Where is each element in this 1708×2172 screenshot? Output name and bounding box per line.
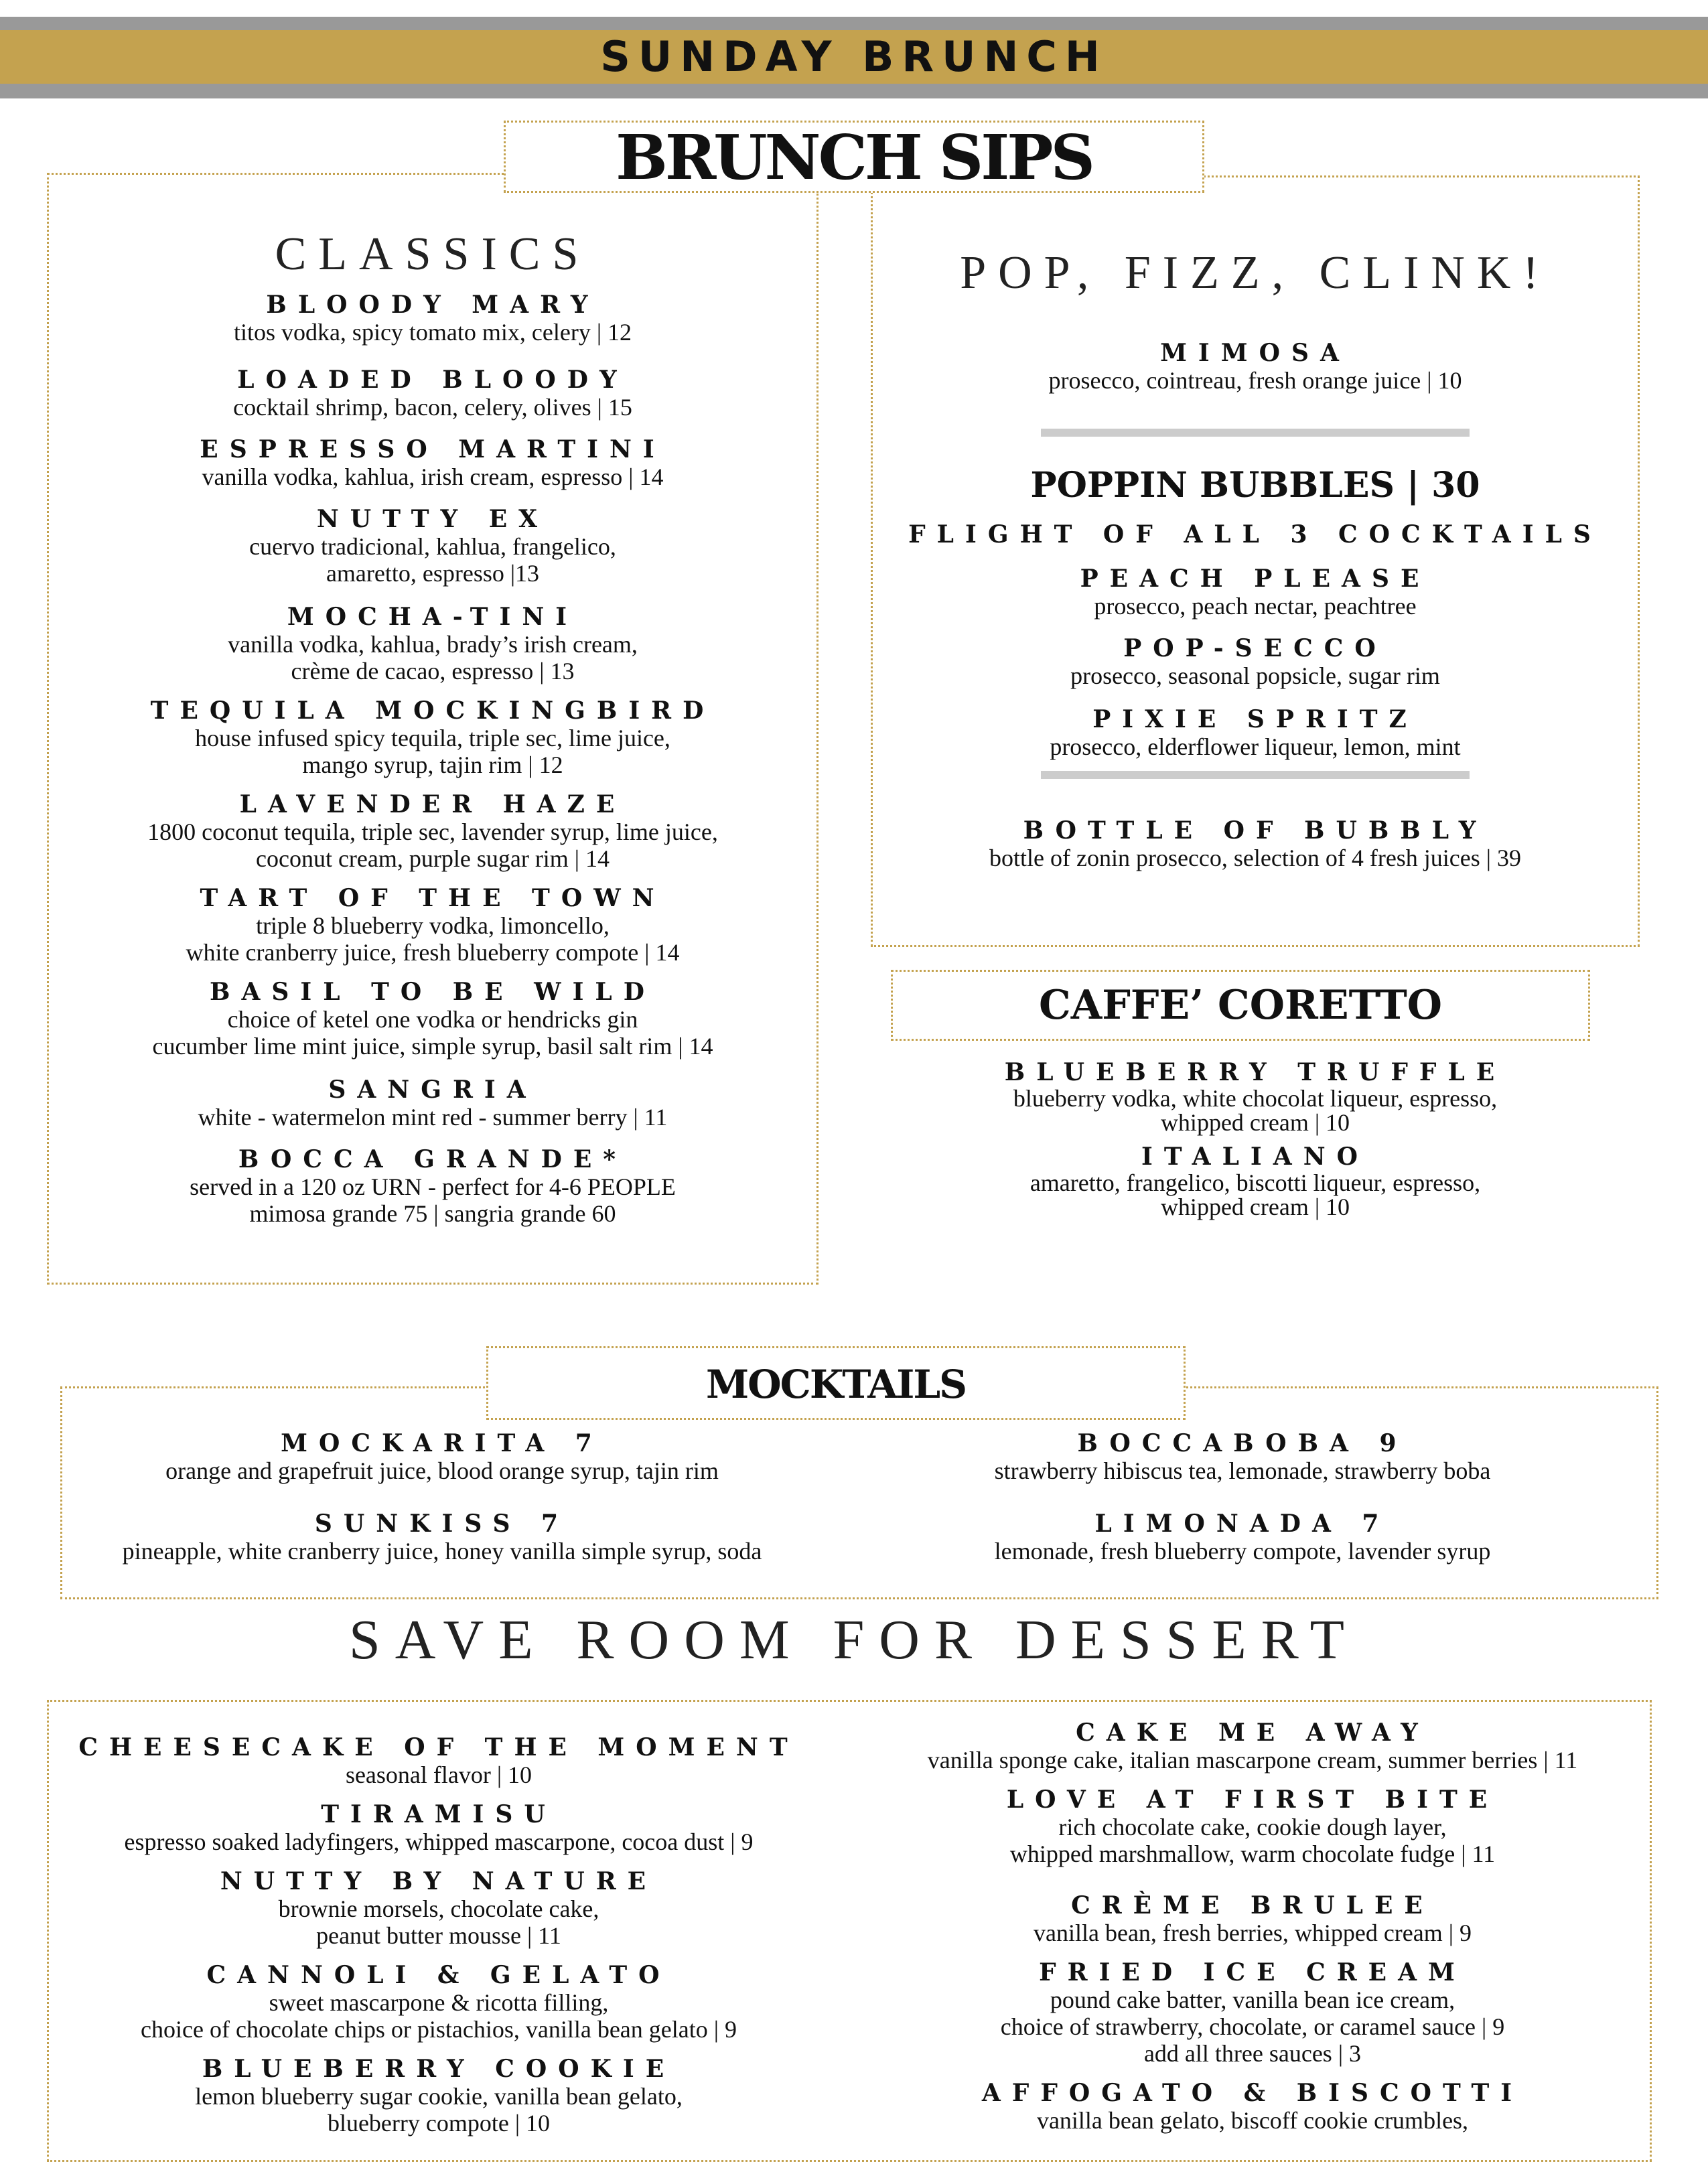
- item-desc: pineapple, white cranberry juice, honey vanilla simple syrup, soda: [122, 1538, 762, 1565]
- mocktails-right: [871, 1429, 1614, 1565]
- item-desc: titos vodka, spicy tomato mix, celery | 12: [233, 319, 632, 346]
- item-desc: vanilla sponge cake, italian mascarpone cream, summer berries | 11: [927, 1747, 1578, 1773]
- poppin-bubbles-title: POPPIN BUBBLES | 30: [1030, 465, 1480, 506]
- classics-section: [60, 228, 805, 1227]
- item-desc: bottle of zonin prosecco, selection of 4 fresh juices | 39: [989, 845, 1521, 871]
- menu-item: [60, 790, 805, 872]
- item-desc: prosecco, elderflower liqueur, lemon, mint: [1050, 733, 1461, 760]
- item-desc: prosecco, cointreau, fresh orange juice | 10: [1048, 367, 1462, 394]
- item-name: BOCCABOBA 9: [1077, 1429, 1408, 1457]
- item-name: LOADED BLOODY: [237, 366, 628, 394]
- item-desc: served in a 120 oz URN - perfect for 4-6 PEOPLE mimosa grande 75 | sangria grande 60: [190, 1173, 676, 1227]
- menu-item: [60, 1145, 805, 1227]
- item-desc: vanilla vodka, kahlua, irish cream, espresso | 14: [202, 463, 664, 490]
- pop-fizz-heading: POP, FIZZ, CLINK!: [960, 247, 1551, 299]
- item-name: NUTTY BY NATURE: [220, 1867, 658, 1895]
- brunch-sips-title: BRUNCH SIPS: [504, 121, 1204, 193]
- menu-item: [60, 435, 805, 490]
- item-desc: choice of ketel one vodka or hendricks gin cucumber lime mint juice, simple syrup, basil salt rim | 14: [152, 1006, 713, 1060]
- item-name: CANNOLI & GELATO: [206, 1961, 671, 1989]
- item-desc: rich chocolate cake, cookie dough layer, whipped marshmallow, warm chocolate fudge | 11: [1009, 1814, 1496, 1867]
- item-desc: house infused spicy tequila, triple sec, lime juice, mango syrup, tajin rim | 12: [195, 725, 670, 778]
- item-desc: triple 8 blueberry vodka, limoncello, white cranberry juice, fresh blueberry compote | 14: [186, 912, 680, 966]
- divider: [1041, 771, 1470, 779]
- menu-item: [60, 697, 805, 778]
- page-title: SUNDAY BRUNCH: [600, 32, 1108, 81]
- item-name: BLUEBERRY TRUFFLE: [1004, 1058, 1506, 1086]
- dessert-right: [871, 1719, 1634, 2134]
- item-name: LAVENDER HAZE: [239, 790, 626, 818]
- item-name: BLOODY MARY: [266, 291, 599, 319]
- item-desc: orange and grapefruit juice, blood orange syrup, tajin rim: [165, 1457, 719, 1484]
- item-desc: cuervo tradicional, kahlua, frangelico, amaretto, espresso |13: [249, 533, 616, 587]
- menu-item: [60, 884, 805, 966]
- item-name: MIMOSA: [1160, 339, 1350, 367]
- item-desc: vanilla bean gelato, biscoff cookie crumbles,: [1036, 2107, 1469, 2134]
- banner-top-stripe: [0, 17, 1708, 30]
- menu-item: [60, 505, 805, 587]
- item-name: LIMONADA 7: [1094, 1510, 1391, 1538]
- dessert-left: [54, 1733, 824, 2137]
- item-name: TIRAMISU: [321, 1800, 557, 1828]
- item-name: CAKE ME AWAY: [1076, 1719, 1429, 1747]
- item-desc: lemonade, fresh blueberry compote, lavender syrup: [994, 1538, 1491, 1565]
- item-name: SUNKISS 7: [314, 1510, 570, 1538]
- item-name: TEQUILA MOCKINGBIRD: [150, 697, 715, 725]
- menu-item: [60, 291, 805, 346]
- item-desc: strawberry hibiscus tea, lemonade, strawberry boba: [994, 1457, 1491, 1484]
- item-name: ITALIANO: [1141, 1143, 1369, 1171]
- classics-heading: CLASSICS: [275, 228, 591, 280]
- item-name: SANGRIA: [328, 1076, 537, 1104]
- divider: [1041, 429, 1470, 437]
- item-name: BASIL TO BE WILD: [210, 978, 656, 1006]
- caffe-coretto-title: CAFFE’ CORETTO: [891, 970, 1590, 1041]
- menu-item: [60, 1076, 805, 1131]
- item-name: POP-SECCO: [1123, 634, 1387, 662]
- item-desc: blueberry vodka, white chocolat liqueur, espresso, whipped cream | 10: [1013, 1085, 1498, 1136]
- item-desc: seasonal flavor | 10: [345, 1761, 532, 1788]
- item-desc: vanilla vodka, kahlua, brady’s irish cream, crème de cacao, espresso | 13: [228, 631, 638, 684]
- item-desc: white - watermelon mint red - summer berry | 11: [198, 1104, 668, 1131]
- item-name: PIXIE SPRITZ: [1092, 705, 1418, 733]
- banner-bottom-stripe: [0, 84, 1708, 98]
- dessert-heading: SAVE ROOM FOR DESSERT: [349, 1609, 1359, 1671]
- item-name: AFFOGATO & BISCOTTI: [981, 2079, 1524, 2107]
- caffe-section: [877, 1058, 1633, 1219]
- classics-list: [60, 291, 805, 1227]
- item-desc: prosecco, seasonal popsicle, sugar rim: [1070, 662, 1440, 689]
- item-name: NUTTY EX: [316, 505, 549, 533]
- item-name: CHEESECAKE OF THE MOMENT: [78, 1733, 799, 1761]
- item-name: ESPRESSO MARTINI: [200, 435, 666, 463]
- mocktails-title: MOCKTAILS: [486, 1346, 1186, 1420]
- item-desc: 1800 coconut tequila, triple sec, lavender syrup, lime juice, coconut cream, purple sugar rim | 14: [147, 818, 718, 872]
- item-desc: brownie morsels, chocolate cake, peanut butter mousse | 11: [278, 1895, 599, 1949]
- item-name: LOVE AT FIRST BITE: [1006, 1786, 1499, 1814]
- item-name: CRÈME BRULEE: [1071, 1891, 1434, 1920]
- flight-subtitle: FLIGHT OF ALL 3 COCKTAILS: [908, 520, 1602, 549]
- item-desc: pound cake batter, vanilla bean ice cream, choice of strawberry, chocolate, or caramel sauce | 9 add all three sauces | 3: [1000, 1986, 1505, 2067]
- pop-fizz-section: [877, 246, 1633, 871]
- item-name: MOCHA-TINI: [287, 603, 579, 631]
- item-desc: lemon blueberry sugar cookie, vanilla bean gelato, blueberry compote | 10: [195, 2083, 683, 2137]
- item-name: MOCKARITA 7: [281, 1429, 603, 1457]
- mocktails-left: [67, 1429, 817, 1565]
- item-name: BOCCA GRANDE*: [238, 1145, 628, 1173]
- menu-item: [60, 366, 805, 421]
- item-name: FRIED ICE CREAM: [1039, 1958, 1466, 1986]
- item-desc: prosecco, peach nectar, peachtree: [1094, 593, 1417, 620]
- item-name: TART OF THE TOWN: [200, 884, 666, 912]
- item-desc: espresso soaked ladyfingers, whipped mascarpone, cocoa dust | 9: [124, 1828, 754, 1855]
- item-desc: sweet mascarpone & ricotta filling, choice of chocolate chips or pistachios, vanilla bean gelato | 9: [141, 1989, 737, 2043]
- menu-item: [60, 978, 805, 1060]
- item-desc: amaretto, frangelico, biscotti liqueur, espresso, whipped cream | 10: [1029, 1169, 1481, 1220]
- item-name: PEACH PLEASE: [1080, 565, 1431, 593]
- item-desc: vanilla bean, fresh berries, whipped cream | 9: [1034, 1920, 1472, 1946]
- menu-item: [60, 603, 805, 684]
- item-name: BLUEBERRY COOKIE: [202, 2055, 676, 2083]
- item-desc: cocktail shrimp, bacon, celery, olives | 15: [233, 394, 632, 421]
- item-name: BOTTLE OF BUBBLY: [1023, 816, 1488, 845]
